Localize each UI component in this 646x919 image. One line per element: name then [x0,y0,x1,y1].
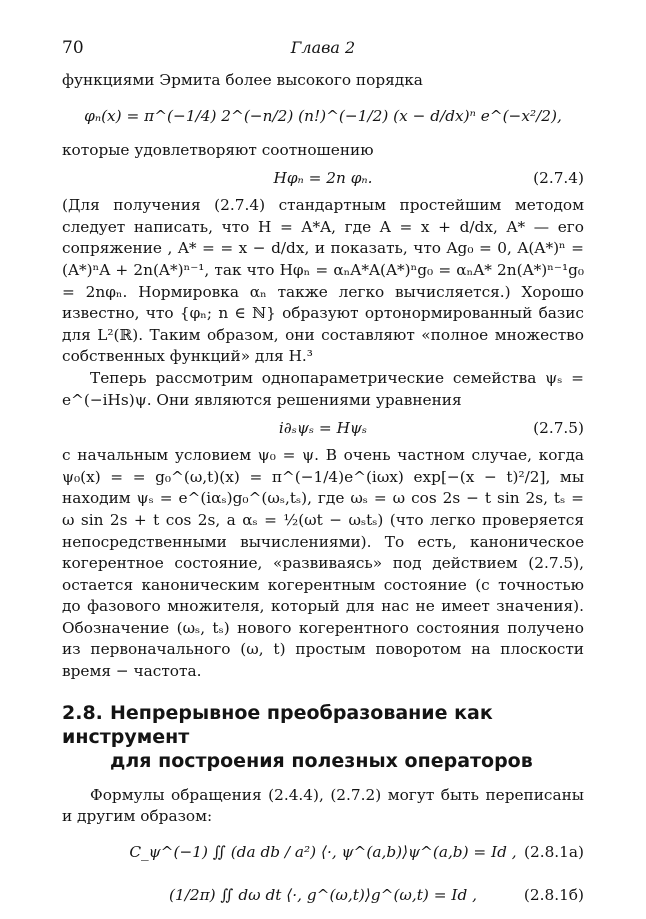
section-title-line2: для построения полезных операторов [110,749,533,772]
equation-2-7-4 [62,166,584,190]
equation-number: (2.7.5) [533,419,584,438]
equation-2-8-1a [62,833,584,871]
section-title-line1: Непрерывное преобразование как инструмент [62,701,493,748]
paragraph: Формулы обращения (2.4.4), (2.7.2) могут быть переписаны и другим образом: [62,785,584,826]
paragraph: которые удовлетворяют соотношению [62,140,374,159]
equation-2-7-5 [62,416,584,440]
equation-number: (2.8.1а) [524,842,584,861]
chapter-title: Глава 2 [290,38,356,57]
running-header [62,38,584,60]
paragraph: функциями Эрмита более высокого порядка [62,71,423,89]
paragraph: Теперь рассмотрим однопараметрические семейства ψₛ = e^(−iHs)ψ. Они являются решениями уравнения [62,368,584,409]
section-heading [62,701,584,773]
text-body [62,70,584,919]
page-number: 70 [62,38,84,58]
paragraph: (Для получения (2.7.4) стандартным простейшим методом следует написать, что H = A*A, где A = x + d/dx, A* — его сопряжение , A* = = x − d/dx, и показать, что Ag₀ = 0, A(A*)ⁿ = (A*)ⁿA + 2n(A*)ⁿ⁻¹, так что Hφₙ = αₙA*A(A*)ⁿg₀ = αₙA* 2n(A*)ⁿ⁻¹g₀ = 2nφₙ. Нормировка αₙ также легко вычисляется.) Хорошо известно, что {φₙ; n ∈ ℕ} образуют ортонормированный базис для L²(ℝ). Таким образом, они составляют «полное множество собственных функций» для H.³ [62,196,584,366]
section-number: 2.8. [62,701,103,724]
equation-text: φₙ(x) = π^(−1/4) 2^(−n/2) (n!)^(−1/2) (x − d/dx)ⁿ e^(−x²/2), [84,106,562,125]
equation-text: i∂ₛψₛ = Hψₛ [278,419,368,438]
equation-number: (2.8.1б) [523,885,584,904]
equation-2-8-1b [62,876,584,914]
equation-number: (2.7.4) [533,169,584,188]
equation-hermite [62,97,584,135]
equation-text: (1/2π) ∬ dω dt ⟨·, g^(ω,t)⟩g^(ω,t) = Id , [169,885,477,904]
equation-text: Hφₙ = 2n φₙ. [273,169,373,188]
paragraph: с начальным условием ψ₀ = ψ. В очень частном случае, когда ψ₀(x) = = g₀^(ω,t)(x) = π^(−1/4)e^(iωx) exp[−(x − t)²/2], мы находим ψₛ = e^(iαₛ)g₀^(ωₛ,tₛ), где ωₛ = ω cos 2s − t sin 2s, tₛ = ω sin 2s + t cos 2s, а αₛ = ½(ωt − ωₛtₛ) (что легко проверяется непосредственными вычислениями). То есть, каноническое когерентное состояние, «развиваясь» под действием (2.7.5), остается каноническим когерентным состояние (с точностью до фазового множителя, который для нас не имеет значения). Обозначение (ωₛ, tₛ) нового когерентного состояния получено из первоначального (ω, t) простым поворотом на плоскости время − частота. [62,446,584,681]
equation-text: C_ψ^(−1) ∬ (da db / a²) ⟨·, ψ^(a,b)⟩ψ^(a,b) = Id , [129,842,517,861]
